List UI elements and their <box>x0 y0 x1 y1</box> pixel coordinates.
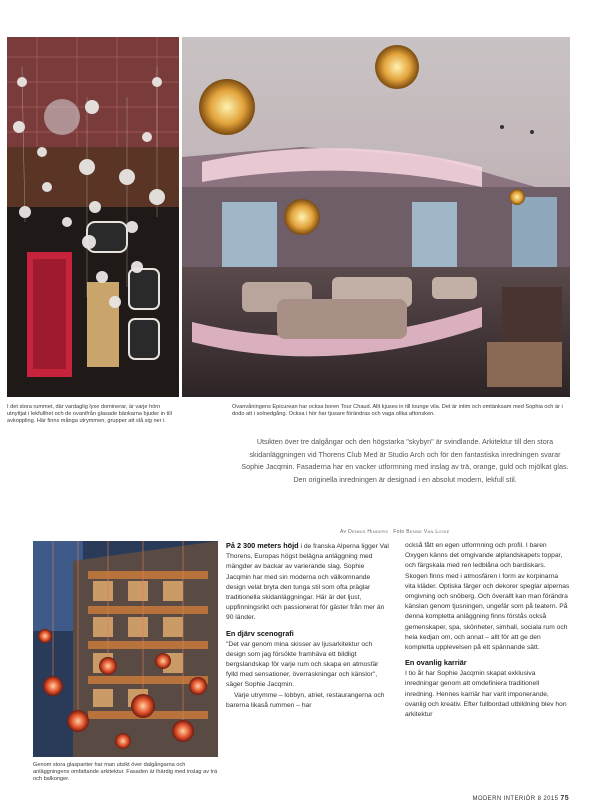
lobby-overhead-photo <box>7 37 179 397</box>
col2-paragraph-1: också fått en egen utformning och profil. I baren Oxygen känns det omgivande alplandskapets toppar, och färgskala med ren ledblåna och bardiskars. Skogen finns med i atmosfären i form av korpinarna vita kläder. Optiska färger och dekorer speglar alpernas omgivning och snöberg. Och överallt kan man förändra känslan genom tjusningen, ungefär som på teatern. På denna kompletta anläggning finns förstås också gemenskaper, spa, skönheter, simhall, sociala rum och hela kedjan om, och annat – allt för att ge den kompletta upplevelsen på ett spännande sätt. <box>405 542 570 652</box>
byline <box>340 529 570 535</box>
col1-paragraph-1 <box>226 541 390 624</box>
body-column-2 <box>405 541 570 791</box>
lounge-interior-photo <box>182 37 570 397</box>
lead-in: På 2 300 meters höjd <box>226 541 299 550</box>
byline-author: Dennis Hinders <box>348 529 389 535</box>
caption-facade: Genom stora glaspartier har man utsikt över dalgångarna och anläggningens omfattande arkitektur. Fasaden är ihärdig med inslag av trä och balkonger. <box>33 762 218 782</box>
byline-photo-label: Foto <box>393 529 405 535</box>
caption-lounge: Ovanvåningens Epicurean har ocksa boren Tour Chaud. Allt kjuses in till lounge vila. Det är intim och omtänksam med Sophia och är i dodo att i solnedgång. Ocksa i hör har tjusare förändras och vaga olika aftonsken. <box>232 404 563 417</box>
col1-paragraph-3: Varje utrymme – lobbyn, atriet, restaurangerna och barerna likaså rummen – har <box>226 691 385 709</box>
subheading-scenography: En djärv scenografi <box>226 628 294 638</box>
col1-paragraph-2: "Det var genom mina skisser av ljusarkitektur och design som jag försökte framhäva ett bildligt bergslandskap för varje rum och skapa en atmosfär fylld med sensationer, överraskningar och känslor", säger Sophie Jacqmin. <box>226 640 379 689</box>
page-number: 75 <box>560 795 569 802</box>
page-footer <box>472 795 569 802</box>
byline-text-label: Av <box>340 529 347 535</box>
byline-photographer: Benne Van Looie <box>406 529 450 535</box>
intro-paragraph: Utsikten över tre dalgångar och den högstarka "skybyn" är svindlande. Arkitektur till den stora skidanläggningen vid Thorens Club Med är Studio Arch och för den fantastiska inredningen svarar Sophie Jacqmin. Fasaderna har en vacker utformning med inslag av trä, orange, guld och mjölkat glas. Den originella inredningen är designad i en absolut modern, lekfull stil. <box>241 437 569 484</box>
subheading-career: En ovanlig karriär <box>405 658 467 668</box>
facade-photo <box>33 541 218 757</box>
caption-lobby: I det stora rummet, där vardaglig lyxe dominerar, är varje hörn utnyttjat i lekfullhet och de ovanifrån glasade bänkarna bjuder in till avkoppling. Här finns många utrymmen, grupper att slå sig ner i. <box>7 404 172 424</box>
magazine-name: MODERN INTERIÖR <box>472 796 536 802</box>
col1-p1-text: i de franska Alperna ligger Val Thorens, Europas högst belägna anläggning med mängder av backar av varierande slag. Sophie Jacqmin har med sin moderna och välkomnande design velat bryta den tunga stil som ofta präglar traditionella skidanläggningar. Här är det ljust, uppfinningsrikt och passionerat för gäster från mer än 90 länder. <box>226 543 389 622</box>
col2-paragraph-2: I tio år har Sophie Jacqmin skapat exklusiva inredningar genom att omdefiniera traditionell inredning. Hennes karriär har varit imponerande, ovanlig och kreativ. Efter fullbordad utbildning blev hon arkitektur <box>405 670 567 719</box>
issue-number: 8 2015 <box>537 796 559 802</box>
body-column-1 <box>226 541 390 791</box>
